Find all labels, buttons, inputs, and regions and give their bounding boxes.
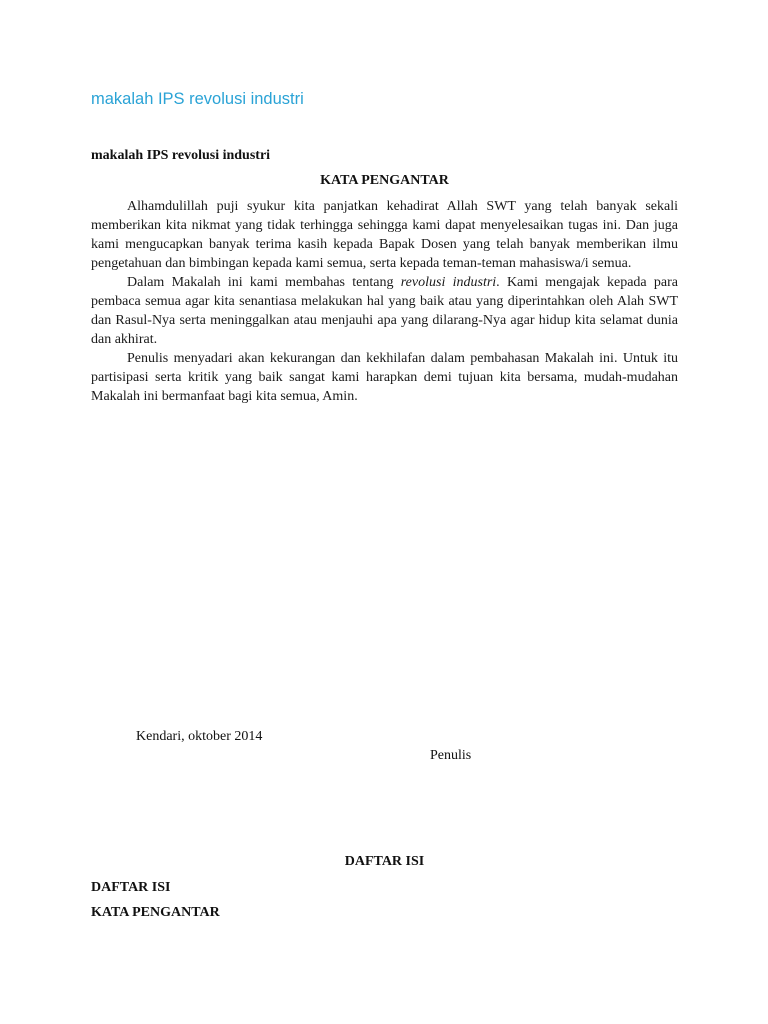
signer: Penulis [430, 748, 472, 763]
blog-title-link[interactable]: makalah IPS revolusi industri [91, 90, 304, 108]
paragraph-2 [91, 273, 678, 349]
section-title-kata-pengantar: KATA PENGANTAR [320, 173, 449, 188]
paragraph-1: Alhamdulillah puji syukur kita panjatkan kehadirat Allah SWT yang telah banyak sekali memberikan kita nikmat yang tidak terhingga sehingga kami dapat menyelesaikan tugas ini. Dan juga kami mengucapkan banyak terima kasih kepada Bapak Dosen yang telah banyak memberikan ilmu pengetahuan dan bimbingan kepada kami semua, serta kepada teman-teman mahasiswa/i semua. [91, 199, 678, 271]
paragraph-3: Penulis menyadari akan kekurangan dan kekhilafan dalam pembahasan Makalah ini. Untuk itu partisipasi serta kritik yang baik sangat kami harapkan demi tujuan kita bersama, mudah-mudahan Makalah ini bermanfaat bagi kita semua, Amin. [91, 351, 678, 404]
paragraph-2-end: . Kami mengajak kepada para pembaca semua agar kita senantiasa melakukan hal yang baik atau yang diperintahkan oleh Alah SWT dan Rasul-Nya serta meninggalkan atau menjauhi apa yang dilarang-Nya agar hidup kita selamat dunia dan akhirat. [91, 275, 678, 347]
toc-item-daftar-isi: DAFTAR ISI [91, 880, 171, 895]
toc-title: DAFTAR ISI [344, 854, 425, 869]
post-body [91, 197, 678, 406]
paragraph-2-italic-topic: revolusi industri [400, 275, 497, 290]
paragraph-2-start: Dalam Makalah ini kami membahas tentang [127, 275, 401, 290]
toc-item-kata-pengantar: KATA PENGANTAR [91, 905, 220, 920]
post-heading: makalah IPS revolusi industri [91, 148, 271, 163]
place-date: Kendari, oktober 2014 [136, 729, 263, 744]
